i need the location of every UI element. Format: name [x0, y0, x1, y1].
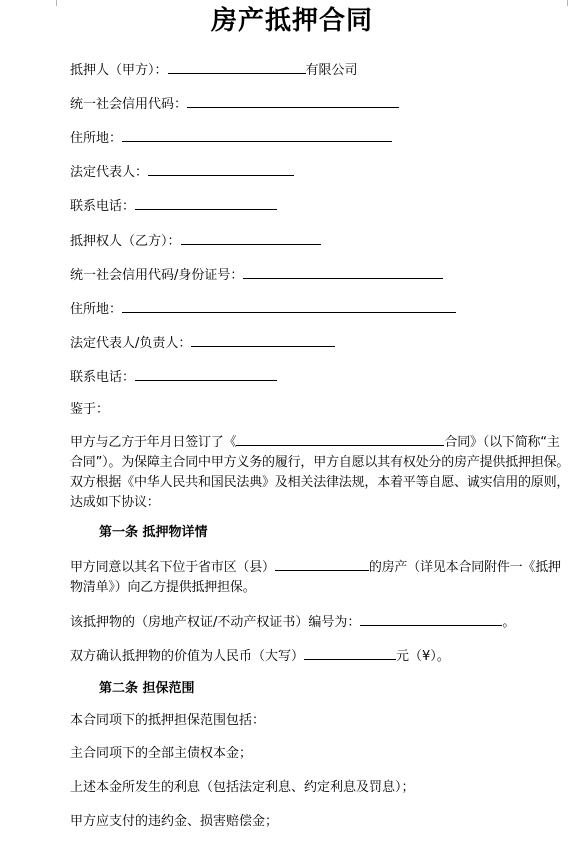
party-b-credit-code-line: [70, 265, 443, 285]
party-b-phone-label: 联系电话：: [70, 370, 136, 385]
article1-p2-part1: 该抵押物的（房地产权证/不动产权证书）编号为：: [70, 615, 361, 630]
article2-paragraph1: 本合同项下的抵押担保范围包括：: [70, 713, 266, 728]
party-b-legal-rep-label: 法定代表人/负责人：: [70, 336, 192, 351]
party-a-name-line: [70, 60, 358, 80]
party-a-legal-rep-label: 法定代表人：: [70, 165, 149, 180]
article1-p1-part1: 甲方同意以其名下位于省市区（县）: [70, 560, 275, 575]
intro-paragraph: [70, 432, 570, 513]
party-a-address-blank: [122, 128, 392, 142]
party-a-phone-label: 联系电话：: [70, 199, 136, 214]
party-b-address-line: [70, 299, 456, 319]
property-location-blank: [275, 557, 369, 571]
article1-p3-part2: 元（¥）。: [396, 649, 450, 664]
party-a-address-label: 住所地：: [70, 131, 123, 146]
party-a-address-line: [70, 128, 392, 148]
party-a-name-blank: [168, 60, 306, 74]
article2-paragraph4: 甲方应支付的违约金、损害赔偿金；: [70, 814, 279, 829]
party-b-credit-code-blank: [243, 265, 443, 279]
article2-heading: 第二条 担保范围: [99, 681, 195, 696]
article1-paragraph1: [70, 557, 570, 598]
party-a-phone-blank: [135, 196, 277, 210]
certificate-number-blank: [360, 612, 502, 626]
party-a-phone-line: [70, 196, 277, 216]
party-a-credit-code-blank: [187, 94, 399, 108]
article1-paragraph3: [70, 646, 450, 666]
party-b-phone-blank: [135, 367, 277, 381]
whereas-label: 鉴于：: [70, 402, 110, 417]
main-contract-name-blank: [236, 432, 444, 446]
article2-paragraph2: 主合同项下的全部主债权本金；: [70, 746, 253, 761]
party-b-name-blank: [181, 231, 321, 245]
intro-part2: 合同》（以下简称“主合同”）。为保障主合同中甲方义务的履行，甲方自愿以其有权处分的房产提供抵押担保。双方根据《中华人民共和国民法典》及相关法律法规，本着平等自愿、诚实信用的原则，达成如下协议：: [70, 435, 570, 510]
party-a-suffix: 有限公司: [305, 63, 358, 78]
article1-paragraph2: [70, 612, 515, 632]
party-b-credit-code-label: 统一社会信用代码/身份证号：: [70, 268, 244, 283]
party-a-credit-code-line: [70, 94, 399, 114]
article1-p2-part2: 。: [502, 615, 516, 630]
party-b-legal-rep-blank: [191, 333, 335, 347]
party-a-credit-code-label: 统一社会信用代码：: [70, 97, 188, 112]
party-b-address-blank: [122, 299, 456, 313]
party-b-legal-rep-line: [70, 333, 335, 353]
party-a-label: 抵押人（甲方）：: [70, 63, 168, 78]
document-title: 房产抵押合同: [210, 6, 373, 36]
party-b-label: 抵押权人（乙方）：: [70, 234, 181, 249]
party-b-phone-line: [70, 367, 277, 387]
article1-p3-part1: 双方确认抵押物的价值为人民币（大写）: [70, 649, 305, 664]
article1-p1-part2: 的房产（详见本合同附件一《抵押物清单》）向乙方提供抵押担保。: [70, 560, 561, 595]
party-a-legal-rep-blank: [148, 162, 294, 176]
article1-heading: 第一条 抵押物详情: [99, 525, 208, 540]
party-b-address-label: 住所地：: [70, 302, 123, 317]
article2-paragraph3: 上述本金所发生的利息（包括法定利息、约定利息及罚息）；: [70, 780, 415, 795]
party-a-legal-rep-line: [70, 162, 294, 182]
party-b-name-line: [70, 231, 321, 251]
property-value-blank: [304, 646, 396, 660]
intro-part1: 甲方与乙方于年月日签订了《: [70, 435, 237, 450]
